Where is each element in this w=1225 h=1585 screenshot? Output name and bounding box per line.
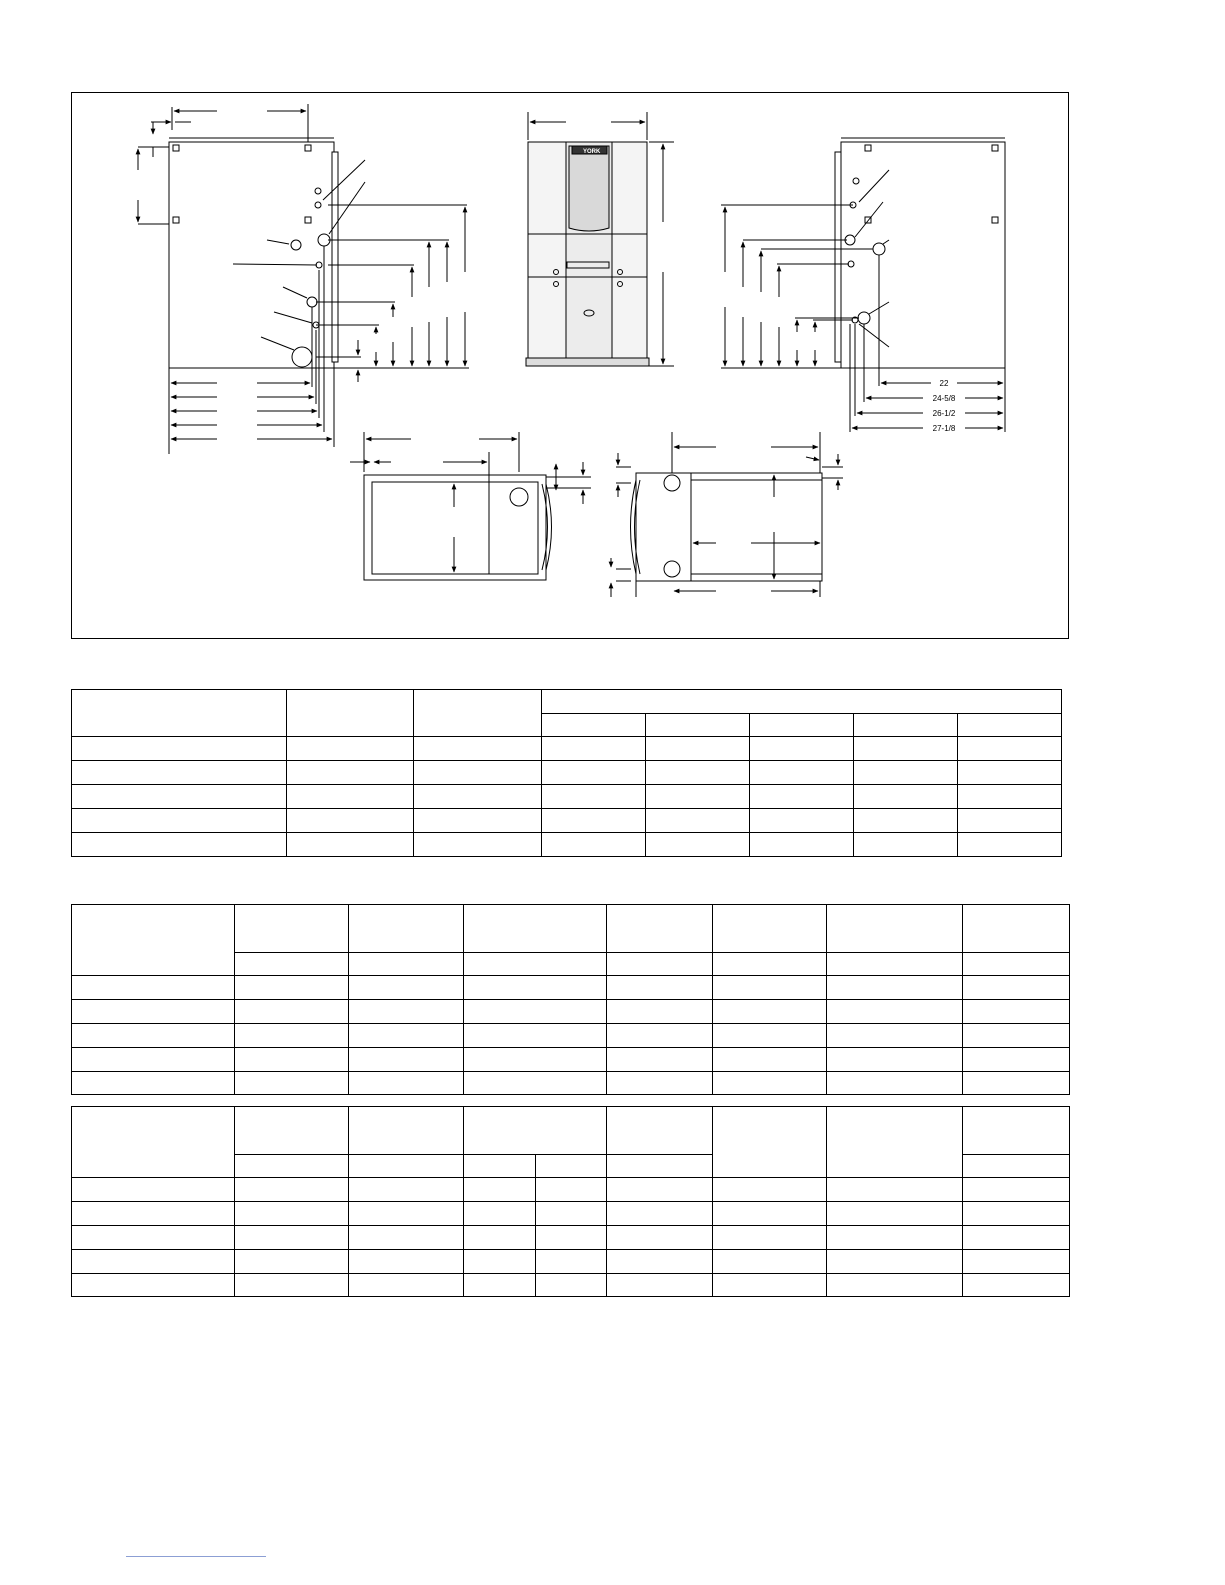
table-row <box>72 976 1070 1000</box>
table-row <box>72 833 1062 857</box>
table-header-cell <box>854 714 958 737</box>
table-row <box>72 1250 1070 1274</box>
table-header-cell <box>542 690 1062 714</box>
page-footer-rule <box>10 1556 1220 1557</box>
table-row <box>72 1274 1070 1297</box>
table-header-row <box>72 905 1070 953</box>
table-row <box>72 1072 1070 1095</box>
table-header-cell <box>542 714 646 737</box>
right-side-view <box>721 138 1005 432</box>
specifications-table-upper <box>71 904 1070 1095</box>
brand-label: YORK <box>583 149 601 155</box>
table-header-row <box>72 1107 1070 1155</box>
table-header-cell <box>750 714 854 737</box>
dimension-label-26-1-2: 26-1/2 <box>932 409 956 418</box>
table-row <box>72 1048 1070 1072</box>
dimension-label-27-1-8: 27-1/8 <box>932 424 956 433</box>
left-side-view <box>138 104 469 454</box>
table-row <box>72 1024 1070 1048</box>
table-row <box>72 1202 1070 1226</box>
table-row <box>72 809 1062 833</box>
table-row <box>72 761 1062 785</box>
table-header-cell <box>287 690 414 737</box>
table-header-cell <box>646 714 750 737</box>
specifications-table-lower <box>71 1106 1070 1297</box>
table-header-cell <box>414 690 542 737</box>
table-header-cell <box>72 690 287 737</box>
furnace-dimension-drawing <box>71 92 1069 639</box>
dimension-label-24-5-8: 24-5/8 <box>932 394 956 403</box>
table-header-row <box>72 690 1062 714</box>
dimensions-table <box>71 689 1062 857</box>
table-header-cell <box>958 714 1062 737</box>
table-row <box>72 785 1062 809</box>
top-view <box>350 432 591 580</box>
table-row <box>72 1000 1070 1024</box>
table-row <box>72 1178 1070 1202</box>
bottom-view <box>611 432 843 597</box>
table-row <box>72 737 1062 761</box>
dimension-label-22: 22 <box>939 379 949 388</box>
table-row <box>72 1226 1070 1250</box>
